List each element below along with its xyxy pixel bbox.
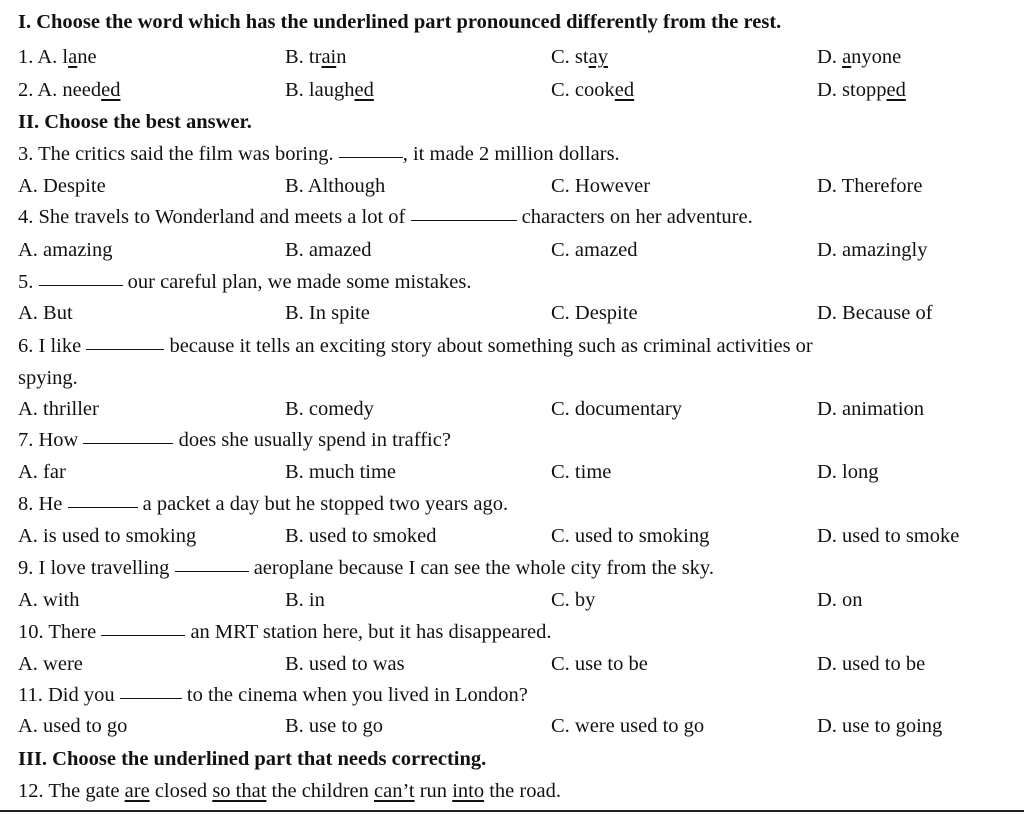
q9-blank[interactable] <box>175 570 249 572</box>
q7-blank[interactable] <box>83 442 173 444</box>
q10-stem <box>18 622 551 643</box>
q12-underlined-b[interactable]: so that <box>212 780 267 802</box>
q10-option-c[interactable]: C. use to be <box>551 653 648 675</box>
q1-option-b[interactable] <box>285 47 347 68</box>
q1-a-text: A. l <box>37 46 69 68</box>
q2-d-text: D. stopp <box>817 79 887 101</box>
q8-option-c[interactable]: C. used to smoking <box>551 525 710 547</box>
q8-stem-end: a packet a day but he stopped two years ago. <box>137 493 509 515</box>
q3-option-c[interactable]: C. However <box>551 175 651 197</box>
q4-stem <box>18 207 753 228</box>
q2-c-underlined: ed <box>614 79 635 101</box>
q10-option-d[interactable]: D. used to be <box>817 653 926 675</box>
q4-option-d[interactable]: D. amazingly <box>817 239 928 261</box>
q6-stem-end: because it tells an exciting story about something such as criminal activities or <box>164 335 813 357</box>
q2-a-text: A. need <box>37 79 102 101</box>
q1-d-underlined: a <box>842 46 852 68</box>
q1-b-underlined: ai <box>321 46 337 68</box>
q1-b-rest: n <box>336 46 347 68</box>
q7-option-a[interactable]: A. far <box>18 461 66 483</box>
q3-option-a[interactable]: A. Despite <box>18 175 106 197</box>
q4-stem-end: characters on her adventure. <box>516 206 753 228</box>
q4-option-c[interactable]: C. amazed <box>551 239 638 261</box>
q11-option-a[interactable]: A. used to go <box>18 715 128 737</box>
q11-stem-start: 11. Did you <box>18 684 120 706</box>
q4-option-a[interactable]: A. amazing <box>18 239 113 261</box>
q1-d-text: D. <box>817 46 843 68</box>
q5-blank[interactable] <box>39 284 123 286</box>
q4-option-b[interactable]: B. amazed <box>285 239 372 261</box>
q7-stem <box>18 430 451 451</box>
section-2-heading: II. Choose the best answer. <box>18 111 252 133</box>
q6-blank[interactable] <box>86 348 164 350</box>
q11-stem-end: to the cinema when you lived in London? <box>181 684 528 706</box>
q5-option-a[interactable]: A. But <box>18 302 73 324</box>
q9-option-b[interactable]: B. in <box>285 589 325 611</box>
q9-option-c[interactable]: C. by <box>551 589 596 611</box>
q1-a-underlined: a <box>68 46 78 68</box>
q12-text-1: 12. The gate <box>18 780 125 802</box>
q11-stem <box>18 685 528 706</box>
q3-blank[interactable] <box>339 156 403 158</box>
q12-text-3: the children <box>266 780 374 802</box>
q4-stem-start: 4. She travels to Wonderland and meets a lot of <box>18 206 411 228</box>
q8-blank[interactable] <box>68 506 138 508</box>
q1-option-c[interactable] <box>551 47 608 68</box>
q5-stem-start: 5. <box>18 271 39 293</box>
q1-option-d[interactable] <box>817 47 901 68</box>
q2-b-text: B. laugh <box>285 79 355 101</box>
q9-stem-start: 9. I love travelling <box>18 557 175 579</box>
q8-option-d[interactable]: D. used to smoke <box>817 525 960 547</box>
q6-stem-start: 6. I like <box>18 335 87 357</box>
q3-stem <box>18 144 620 165</box>
q1-option-a[interactable] <box>18 47 97 68</box>
q2-b-underlined: ed <box>354 79 374 101</box>
q12-underlined-a[interactable]: are <box>124 780 150 802</box>
q11-option-b[interactable]: B. use to go <box>285 715 383 737</box>
q2-option-a[interactable] <box>18 80 121 101</box>
q3-option-b[interactable]: B. Although <box>285 175 386 197</box>
q2-a-underlined: ed <box>101 79 121 101</box>
q12-text-2: closed <box>149 780 213 802</box>
q1-d-rest: nyone <box>851 46 902 68</box>
q2-number: 2. <box>18 79 34 101</box>
section-1-heading: I. Choose the word which has the underlined part pronounced differently from the rest. <box>18 11 782 33</box>
q9-stem-end: aeroplane because I can see the whole city from the sky. <box>248 557 714 579</box>
q2-option-b[interactable] <box>285 80 374 101</box>
q3-stem-start: 3. The critics said the film was boring. <box>18 143 339 165</box>
q10-blank[interactable] <box>101 634 185 636</box>
q11-option-d[interactable]: D. use to going <box>817 715 943 737</box>
q5-stem-end: our careful plan, we made some mistakes. <box>122 271 472 293</box>
q10-option-b[interactable]: B. used to was <box>285 653 405 675</box>
q10-option-a[interactable]: A. were <box>18 653 83 675</box>
q12-underlined-d[interactable]: into <box>452 780 485 802</box>
q1-c-text: C. st <box>551 46 589 68</box>
q8-option-b[interactable]: B. used to smoked <box>285 525 437 547</box>
q6-option-a[interactable]: A. thriller <box>18 398 99 420</box>
q9-stem <box>18 558 714 579</box>
q1-c-underlined: ay <box>588 46 608 68</box>
q10-stem-end: an MRT station here, but it has disappeared. <box>185 621 552 643</box>
q6-stem <box>18 336 813 357</box>
q7-stem-end: does she usually spend in traffic? <box>173 429 451 451</box>
q6-stem-continued: spying. <box>18 367 78 389</box>
q8-stem <box>18 494 508 515</box>
q1-number: 1. <box>18 46 34 68</box>
q6-option-b[interactable]: B. comedy <box>285 398 374 420</box>
q5-option-b[interactable]: B. In spite <box>285 302 370 324</box>
q12-underlined-c[interactable]: can’t <box>374 780 415 802</box>
q8-stem-start: 8. He <box>18 493 68 515</box>
q3-option-d[interactable]: D. Therefore <box>817 175 923 197</box>
q7-stem-start: 7. How <box>18 429 84 451</box>
q1-a-rest: ne <box>77 46 97 68</box>
bottom-divider <box>0 810 1024 812</box>
q12-text-4: run <box>414 780 453 802</box>
q7-option-d[interactable]: D. long <box>817 461 879 483</box>
q8-option-a[interactable]: A. is used to smoking <box>18 525 197 547</box>
q2-option-c[interactable] <box>551 80 634 101</box>
q2-option-d[interactable] <box>817 80 906 101</box>
q9-option-d[interactable]: D. on <box>817 589 863 611</box>
q6-option-c[interactable]: C. documentary <box>551 398 682 420</box>
q12-text-5: the road. <box>484 780 561 802</box>
q7-option-b[interactable]: B. much time <box>285 461 397 483</box>
q7-option-c[interactable]: C. time <box>551 461 612 483</box>
q5-option-c[interactable]: C. Despite <box>551 302 638 324</box>
q11-option-c[interactable]: C. were used to go <box>551 715 705 737</box>
q12-sentence <box>18 781 561 802</box>
q10-stem-start: 10. There <box>18 621 102 643</box>
q9-option-a[interactable]: A. with <box>18 589 80 611</box>
section-3-heading: III. Choose the underlined part that needs correcting. <box>18 748 487 770</box>
q3-stem-end: , it made 2 million dollars. <box>402 143 620 165</box>
q5-option-d[interactable]: D. Because of <box>817 302 933 324</box>
q11-blank[interactable] <box>120 697 182 699</box>
q2-d-underlined: ed <box>886 79 906 101</box>
q5-stem <box>18 272 471 293</box>
q4-blank[interactable] <box>411 219 517 221</box>
q1-b-text: B. tr <box>285 46 322 68</box>
q6-option-d[interactable]: D. animation <box>817 398 925 420</box>
q2-c-text: C. cook <box>551 79 615 101</box>
